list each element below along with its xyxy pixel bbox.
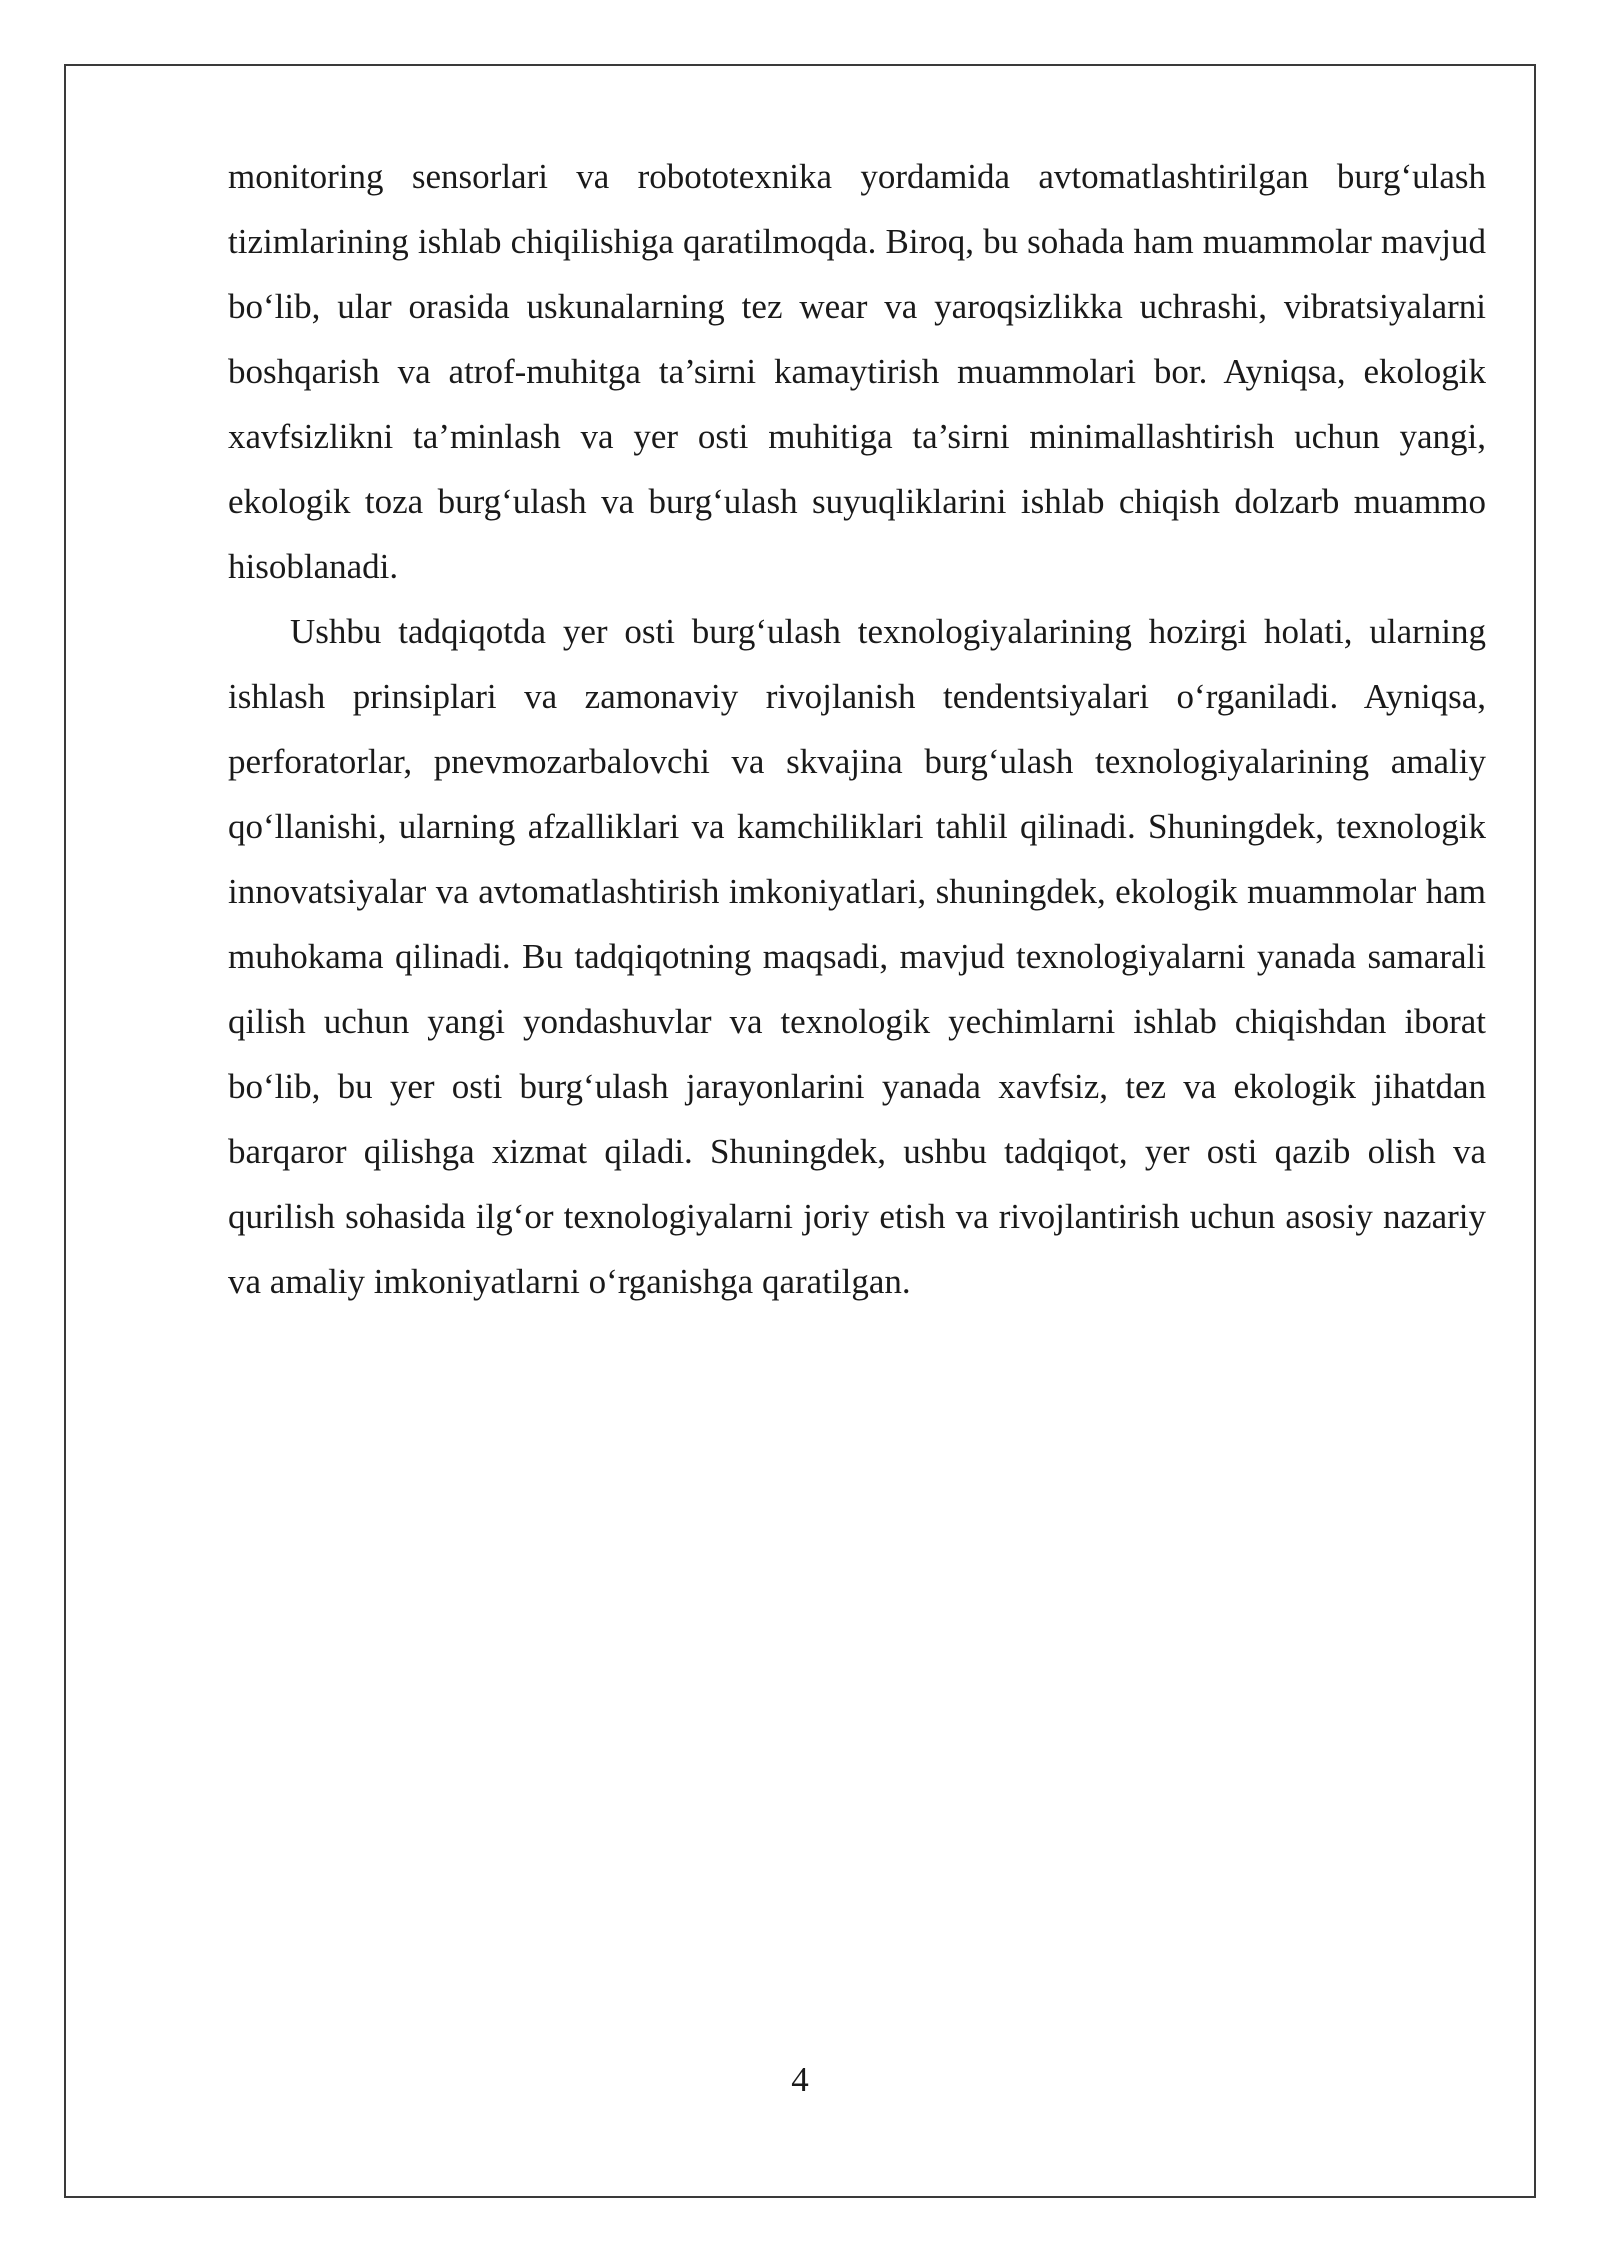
document-body [228,144,1486,1314]
paragraph-research-overview: Ushbu tadqiqotda yer osti burg‘ulash texnologiyalarining hozirgi holati, ularning ishlash prinsiplari va zamonaviy rivojlanish tendentsiyalari o‘rganiladi. Ayniqsa, perforatorlar, pnevmozarbalovchi va skvajina burg‘ulash texnologiyalarining amaliy qo‘llanishi, ularning afzalliklari va kamchiliklari tahlil qilinadi. Shuningdek, texnologik innovatsiyalar va avtomatlashtirish imkoniyatlari, shuningdek, ekologik muammolar ham muhokama qilinadi. Bu tadqiqotning maqsadi, mavjud texnologiyalarni yanada samarali qilish uchun yangi yondashuvlar va texnologik yechimlarni ishlab chiqishdan iborat bo‘lib, bu yer osti burg‘ulash jarayonlarini yanada xavfsiz, tez va ekologik jihatdan barqaror qilishga xizmat qiladi. Shuningdek, ushbu tadqiqot, yer osti qazib olish va qurilish sohasida ilg‘or texnologiyalarni joriy etish va rivojlantirish uchun asosiy nazariy va amaliy imkoniyatlarni o‘rganishga qaratilgan. [228,612,1486,1301]
page-number: 4 [791,2060,809,2099]
paragraph-continuation: monitoring sensorlari va robototexnika yordamida avtomatlashtirilgan burg‘ulash tizimlarining ishlab chiqilishiga qaratilmoqda. Biroq, bu sohada ham muammolar mavjud bo‘lib, ular orasida uskunalarning tez wear va yaroqsizlikka uchrashi, vibratsiyalarni boshqarish va atrof-muhitga ta’sirni kamaytirish muammolari bor. Ayniqsa, ekologik xavfsizlikni ta’minlash va yer osti muhitiga ta’sirni minimallashtirish uchun yangi, ekologik toza burg‘ulash va burg‘ulash suyuqliklarini ishlab chiqish dolzarb muammo hisoblanadi. [228,157,1486,586]
